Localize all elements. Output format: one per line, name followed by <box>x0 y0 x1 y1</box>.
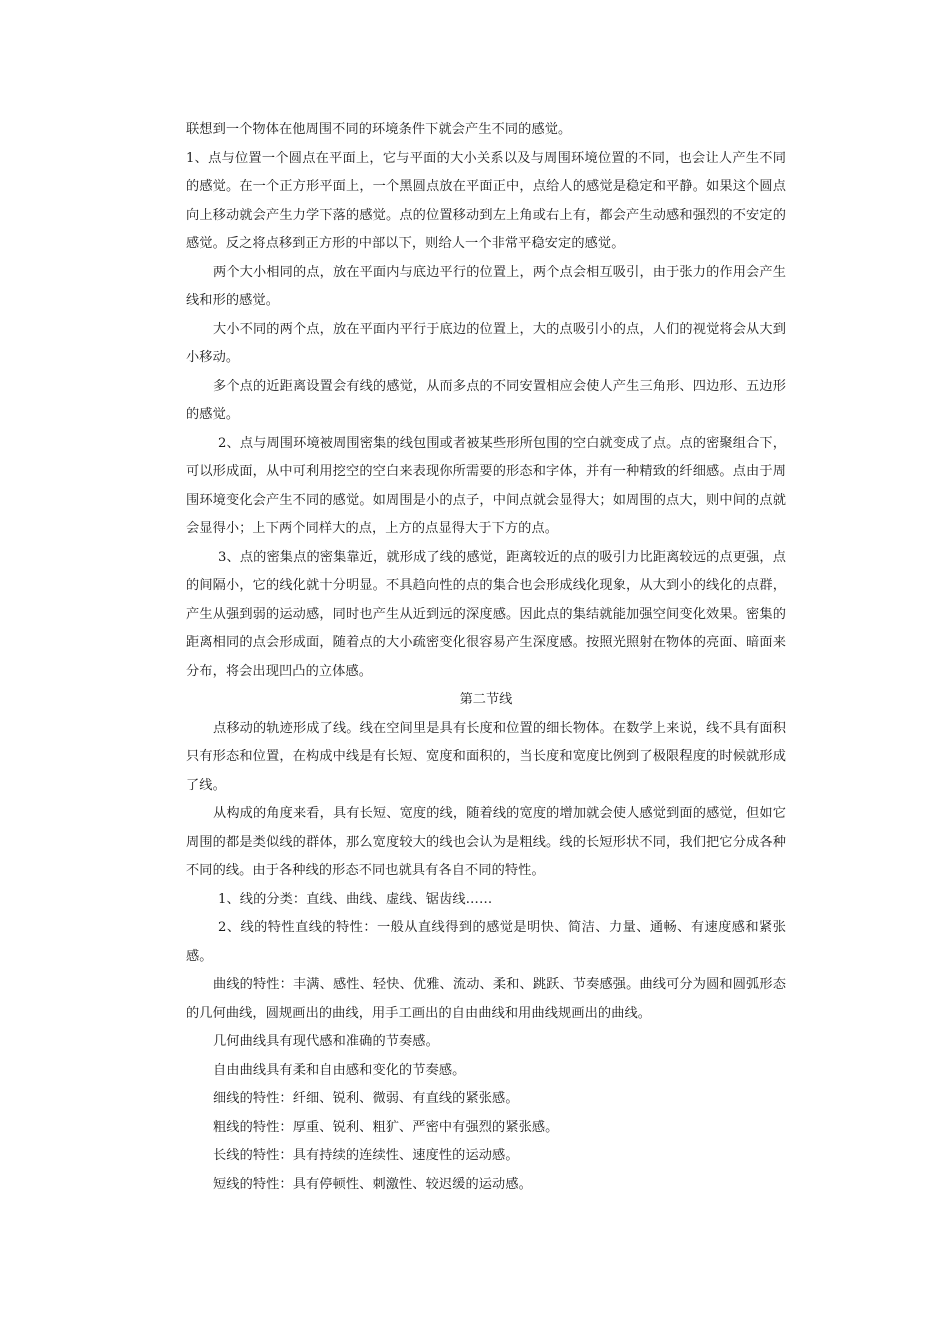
paragraph: 细线的特性：纤细、锐利、微弱、有直线的紧张感。 <box>213 1091 519 1106</box>
paragraph: 曲线的特性：丰满、感性、轻快、优雅、流动、柔和、跳跃、节奏感强。曲线可分为圆和圆弧形态的几何曲线，圆规画出的曲线，用手工画出的自由曲线和用曲线规画出的曲线。 <box>186 977 786 1021</box>
paragraph: 1、线的分类：直线、曲线、虚线、锯齿线…… <box>218 891 493 907</box>
paragraph: 点移动的轨迹形成了线。线在空间里是具有长度和位置的细长物体。在数学上来说，线不具有面积只有形态和位置，在构成中线是有长短、宽度和面积的，当长度和宽度比例到了极限程度的时候就形成了线。 <box>186 720 786 793</box>
paragraph: 3、点的密集点的密集靠近，就形成了线的感觉，距离较近的点的吸引力比距离较远的点更强，点的间隔小，它的线化就十分明显。不具趋向性的点的集合也会形成线化现象，从大到小的线化的点群，产生从强到弱的运动感，同时也产生从近到远的深度感。因此点的集结就能加强空间变化效果。密集的距离相同的点会形成面，随着点的大小疏密变化很容易产生深度感。按照光照射在物体的亮面、暗面来分布，将会出现凹凸的立体感。 <box>186 549 786 679</box>
paragraph: 自由曲线具有柔和自由感和变化的节奏感。 <box>213 1062 466 1078</box>
paragraph: 1、点与位置一个圆点在平面上，它与平面的大小关系以及与周围环境位置的不同，也会让人产生不同的感觉。在一个正方形平面上，一个黑圆点放在平面正中，点给人的感觉是稳定和平静。如果这个圆点向上移动就会产生力学下落的感觉。点的位置移动到左上角或右上有，都会产生动感和强烈的不安定的感觉。反之将点移到正方形的中部以下，则给人一个非常平稳安定的感觉。 <box>186 150 786 251</box>
paragraph: 粗线的特性：厚重、锐利、粗犷、严密中有强烈的紧张感。 <box>213 1119 559 1135</box>
paragraph: 2、点与周围环境被周围密集的线包围或者被某些形所包围的空白就变成了点。点的密聚组合下，可以形成面，从中可利用挖空的空白来表现你所需要的形态和字体，并有一种精致的纤细感。点由于周围环境变化会产生不同的感觉。如周围是小的点子，中间点就会显得大；如周围的点大，则中间的点就会显得小；上下两个同样大的点，上方的点显得大于下方的点。 <box>186 435 786 536</box>
paragraph: 从构成的角度来看，具有长短、宽度的线，随着线的宽度的增加就会使人感觉到面的感觉，但如它周围的都是类似线的群体，那么宽度较大的线也会认为是粗线。线的长短形状不同，我们把它分成各种不同的线。由于各种线的形态不同也就具有各自不同的特性。 <box>186 806 786 878</box>
paragraph: 2、线的特性直线的特性：一般从直线得到的感觉是明快、简洁、力量、通畅、有速度感和紧张感。 <box>186 920 786 964</box>
section-heading: 第二节线 <box>459 692 513 707</box>
paragraph: 短线的特性：具有停顿性、刺激性、较迟缓的运动感。 <box>213 1176 532 1192</box>
document-page <box>186 116 786 1199</box>
paragraph: 多个点的近距离设置会有线的感觉，从而多点的不同安置相应会使人产生三角形、四边形、五边形的感觉。 <box>186 378 786 422</box>
paragraph: 几何曲线具有现代感和准确的节奏感。 <box>213 1034 439 1049</box>
paragraph: 大小不同的两个点，放在平面内平行于底边的位置上，大的点吸引小的点，人们的视觉将会从大到小移动。 <box>186 321 786 365</box>
paragraph: 联想到一个物体在他周围不同的环境条件下就会产生不同的感觉。 <box>186 122 572 137</box>
paragraph: 两个大小相同的点，放在平面内与底边平行的位置上，两个点会相互吸引，由于张力的作用会产生线和形的感觉。 <box>186 264 786 308</box>
paragraph: 长线的特性：具有持续的连续性、速度性的运动感。 <box>213 1148 519 1163</box>
